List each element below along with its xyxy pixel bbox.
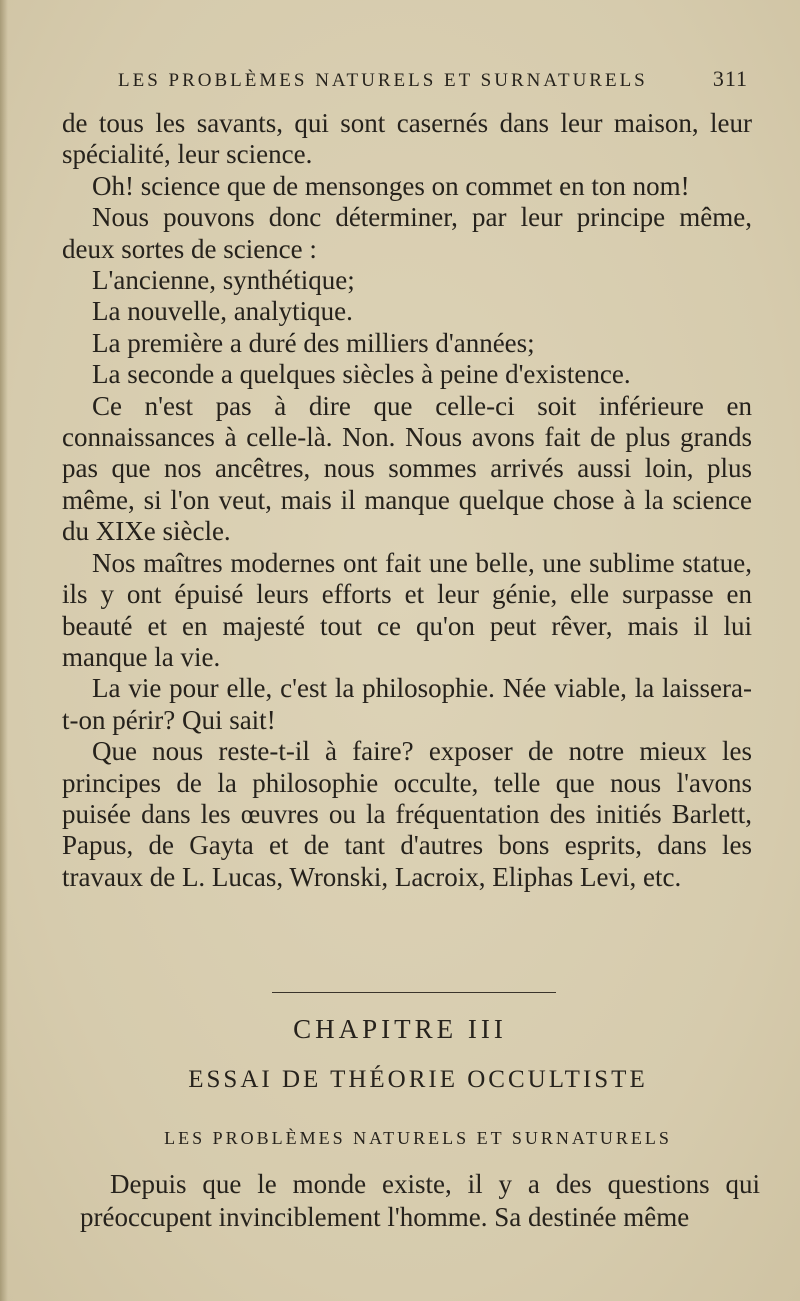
paragraph: Oh! science que de mensonges on commet en ton nom! [92,170,690,201]
paragraph: La vie pour elle, c'est la philosophie. Née viable, la laissera-t-on périr? Qui sait! [62,673,752,735]
page-number: 311 [712,66,748,91]
section-divider [272,992,556,993]
chapter-title: ESSAI DE THÉORIE OCCULTISTE [188,1066,648,1093]
paragraph: La nouvelle, analytique. [92,296,353,327]
paragraph: La seconde a quelques siècles à peine d'existence. [92,359,631,390]
page-binding-edge [0,0,8,1301]
paragraph: Que nous reste-t-il à faire? exposer de notre mieux les principes de la philosophie occulte, telle que nous l'avons puisée dans les œuvres ou la fréquentation des initiés Barlett, Papus, de Gayta et de tant d'autres bons esprits, dans les travaux de L. Lucas, Wronski, Lacroix, Eliphas Levi, etc. [62,736,752,892]
paragraph: La première a duré des milliers d'années; [92,327,535,358]
paragraph: L'ancienne, synthétique; [92,265,355,296]
paragraph: de tous les savants, qui sont casernés dans leur maison, leur spécialité, leur science. [62,108,752,170]
main-text [62,108,752,893]
chapter-number: CHAPITRE III [293,1014,507,1044]
running-header [118,66,748,92]
chapter-text [80,1168,760,1234]
paragraph: Nos maîtres modernes ont fait une belle, une sublime statue, ils y ont épuisé leurs efforts et leur génie, elle surpasse en beauté et en majesté tout ce qu'on peut rêver, mais il lui manque la vie. [62,547,752,672]
section-title: LES PROBLÈMES NATURELS ET SURNATURELS [164,1128,672,1148]
paragraph: Nous pouvons donc déterminer, par leur principe même, deux sortes de science : [62,202,752,264]
paragraph: Ce n'est pas à dire que celle-ci soit inférieure en connaissances à celle-là. Non. Nous avons fait de plus grands pas que nos ancêtres, nous sommes arrivés aussi loin, plus même, si l'on veut, mais il manque quelque chose à la science du XIXe siècle. [62,390,752,547]
paragraph: Depuis que le monde existe, il y a des questions qui préoccupent invinciblement l'homme. Sa destinée même [80,1169,760,1232]
running-title: LES PROBLÈMES NATURELS ET SURNATURELS [118,70,648,91]
